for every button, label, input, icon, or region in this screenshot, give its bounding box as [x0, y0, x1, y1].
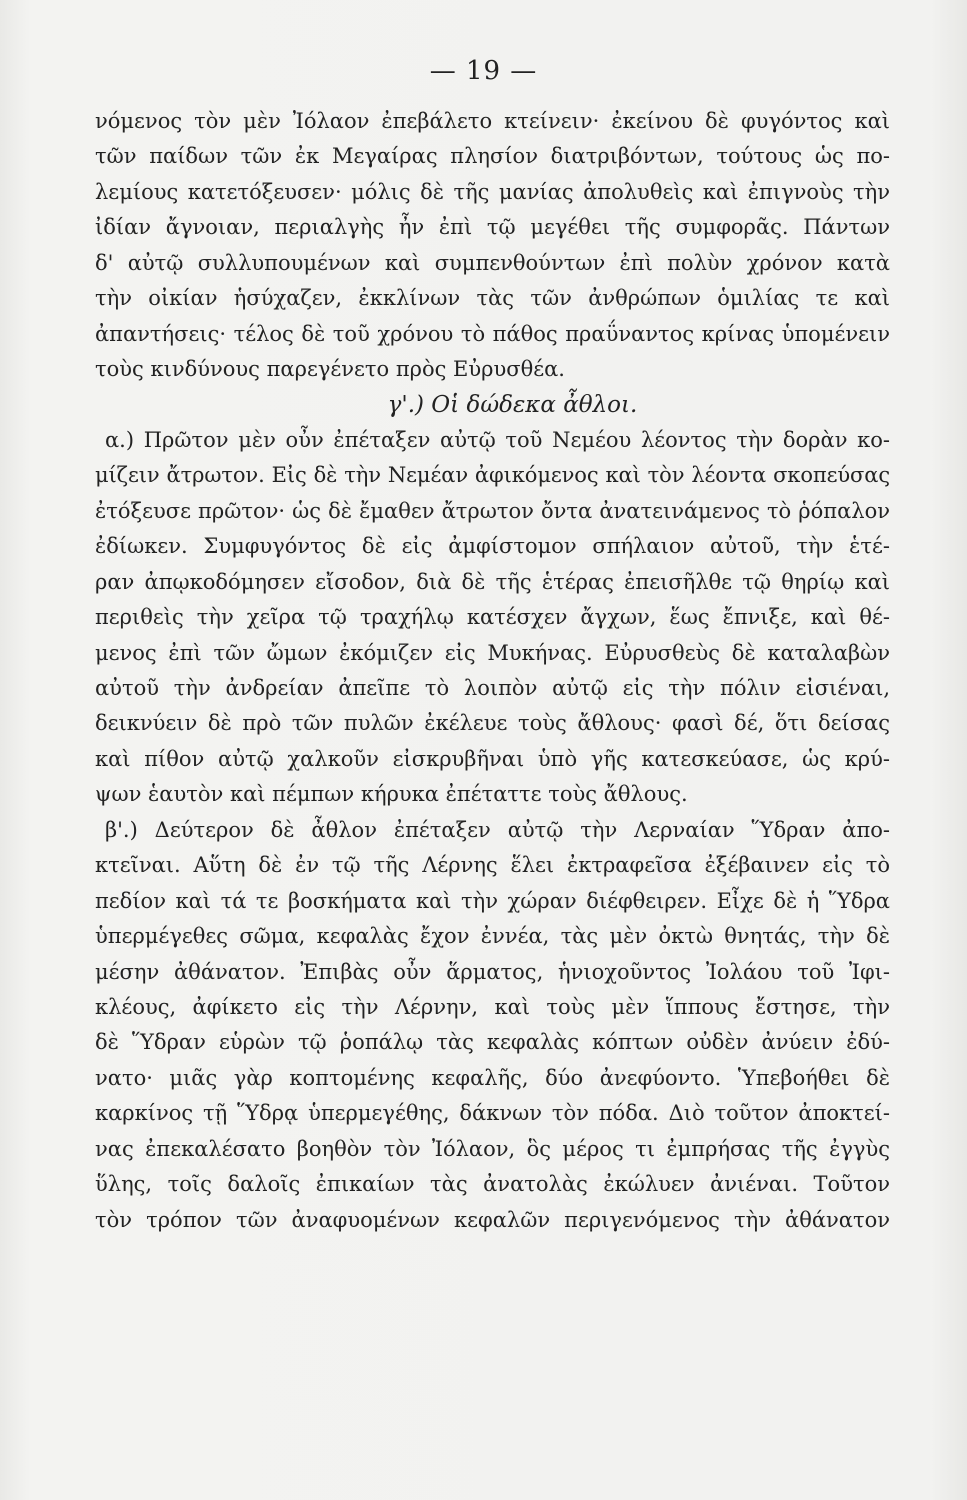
text-line: ἀπαντήσεις· τέλος δὲ τοῦ χρόνου τὸ πάθος πραΰναντος κρίνας ὑπομένειν: [95, 321, 890, 346]
text-line: δ' αὐτῷ συλλυπουμένων καὶ συμπενθούντων ἐπὶ πολὺν χρόνον κατὰ: [95, 250, 890, 275]
text-line: λεμίους κατετόξευσεν· μόλις δὲ τῆς μανίας ἀπολυθεὶς καὶ ἐπιγνοὺς τὴν: [95, 179, 890, 204]
text-line: περιθεὶς τὴν χεῖρα τῷ τραχήλῳ κατέσχεν ἄγχων, ἕως ἔπνιξε, καὶ θέ-: [95, 605, 890, 630]
text-line: καρκίνος τῇ Ὕδρᾳ ὑπερμεγέθης, δάκνων τὸν πόδα. Διὸ τοῦτον ἀποκτεί-: [95, 1101, 890, 1126]
page-number: — 19 —: [429, 56, 538, 86]
text-line: ἰδίαν ἄγνοιαν, περιαλγὴς ἦν ἐπὶ τῷ μεγέθει τῆς συμφορᾶς. Πάντων: [95, 215, 890, 240]
text-line: ὕλης, τοῖς δαλοῖς ἐπικαίων τὰς ἀνατολὰς ἐκώλυεν ἀνιέναι. Τοῦτον: [95, 1172, 890, 1197]
text-line: τῶν παίδων τῶν ἐκ Μεγαίρας πλησίον διατριβόντων, τούτους ὡς πο-: [95, 144, 890, 169]
text-line: πεδίον καὶ τά τε βοσκήματα καὶ τὴν χώραν διέφθειρεν. Εἶχε δὲ ἡ Ὕδρα: [95, 888, 890, 913]
text-line: τὴν οἰκίαν ἡσύχαζεν, ἐκκλίνων τὰς τῶν ἀνθρώπων ὁμιλίας τε καὶ: [95, 286, 890, 311]
text-line: νόμενος τὸν μὲν Ἰόλαον ἐπεβάλετο κτείνειν· ἐκείνου δὲ φυγόντος καὶ: [95, 109, 890, 133]
section-heading: γ'.) Οἱ δώδεκα ἆθλοι.: [387, 391, 638, 418]
text-line: καὶ πίθον αὐτῷ χαλκοῦν εἰσκρυβῆναι ὑπὸ γῆς κατεσκεύασε, ὡς κρύ-: [95, 746, 890, 771]
text-line: α.) Πρῶτον μὲν οὖν ἐπέταξεν αὐτῷ τοῦ Νεμέου λέοντος τὴν δορὰν κο-: [105, 427, 890, 452]
text-line: τοὺς κινδύνους παρεγένετο πρὸς Εὐρυσθέα.: [95, 357, 565, 382]
text-line: ραν ἀπῳκοδόμησεν εἴσοδον, διὰ δὲ τῆς ἑτέρας ἐπεισῆλθε τῷ θηρίῳ καὶ: [95, 569, 890, 594]
text-line: αὐτοῦ τὴν ἀνδρείαν ἀπεῖπε τὸ λοιπὸν αὐτῷ εἰς τὴν πόλιν εἰσιέναι,: [95, 676, 890, 700]
text-line: δὲ Ὕδραν εὑρὼν τῷ ῥοπάλῳ τὰς κεφαλὰς κόπτων οὐδὲν ἀνύειν ἐδύ-: [95, 1030, 890, 1055]
text-line: ἐδίωκεν. Συμφυγόντος δὲ εἰς ἀμφίστομον σπήλαιον αὐτοῦ, τὴν ἑτέ-: [95, 534, 890, 559]
text-line: κτεῖναι. Αὕτη δὲ ἐν τῷ τῆς Λέρνης ἕλει ἐκτραφεῖσα ἐξέβαινεν εἰς τὸ: [95, 853, 890, 878]
text-line: νας ἐπεκαλέσατο βοηθὸν τὸν Ἰόλαον, ὃς μέρος τι ἐμπρήσας τῆς ἐγγὺς: [95, 1136, 890, 1161]
text-line: ὑπερμέγεθες σῶμα, κεφαλὰς ἔχον ἐννέα, τὰς μὲν ὀκτὼ θνητάς, τὴν δὲ: [95, 924, 890, 949]
text-line: μενος ἐπὶ τῶν ὤμων ἐκόμιζεν εἰς Μυκήνας. Εὐρυσθεὺς δὲ καταλαβὼν: [95, 640, 890, 665]
text-line: νατο· μιᾶς γὰρ κοπτομένης κεφαλῆς, δύο ἀνεφύοντο. Ὑπεβοήθει δὲ: [95, 1065, 890, 1090]
text-line: ψων ἑαυτὸν καὶ πέμπων κήρυκα ἐπέταττε τοὺς ἄθλους.: [95, 782, 688, 807]
text-line: μέσην ἀθάνατον. Ἐπιβὰς οὖν ἅρματος, ἡνιοχοῦντος Ἰολάου τοῦ Ἰφι-: [95, 959, 890, 984]
text-line: τὸν τρόπον τῶν ἀναφυομένων κεφαλῶν περιγενόμενος τὴν ἀθάνατον: [95, 1207, 890, 1232]
body-text: [95, 104, 890, 1238]
text-line: μίζειν ἄτρωτον. Εἰς δὲ τὴν Νεμέαν ἀφικόμενος καὶ τὸν λέοντα σκοπεύσας: [95, 463, 890, 488]
text-line: δεικνύειν δὲ πρὸ τῶν πυλῶν ἐκέλευε τοὺς ἄθλους· φασὶ δέ, ὅτι δείσας: [95, 711, 890, 736]
text-line: κλέους, ἀφίκετο εἰς τὴν Λέρνην, καὶ τοὺς μὲν ἵππους ἔστησε, τὴν: [95, 994, 890, 1019]
text-line: ἐτόξευσε πρῶτον· ὡς δὲ ἔμαθεν ἄτρωτον ὄντα ἀνατεινάμενος τὸ ῥόπαλον: [95, 498, 890, 523]
text-line: β'.) Δεύτερον δὲ ἆθλον ἐπέταξεν αὐτῷ τὴν Λερναίαν Ὕδραν ἀπο-: [105, 817, 890, 842]
